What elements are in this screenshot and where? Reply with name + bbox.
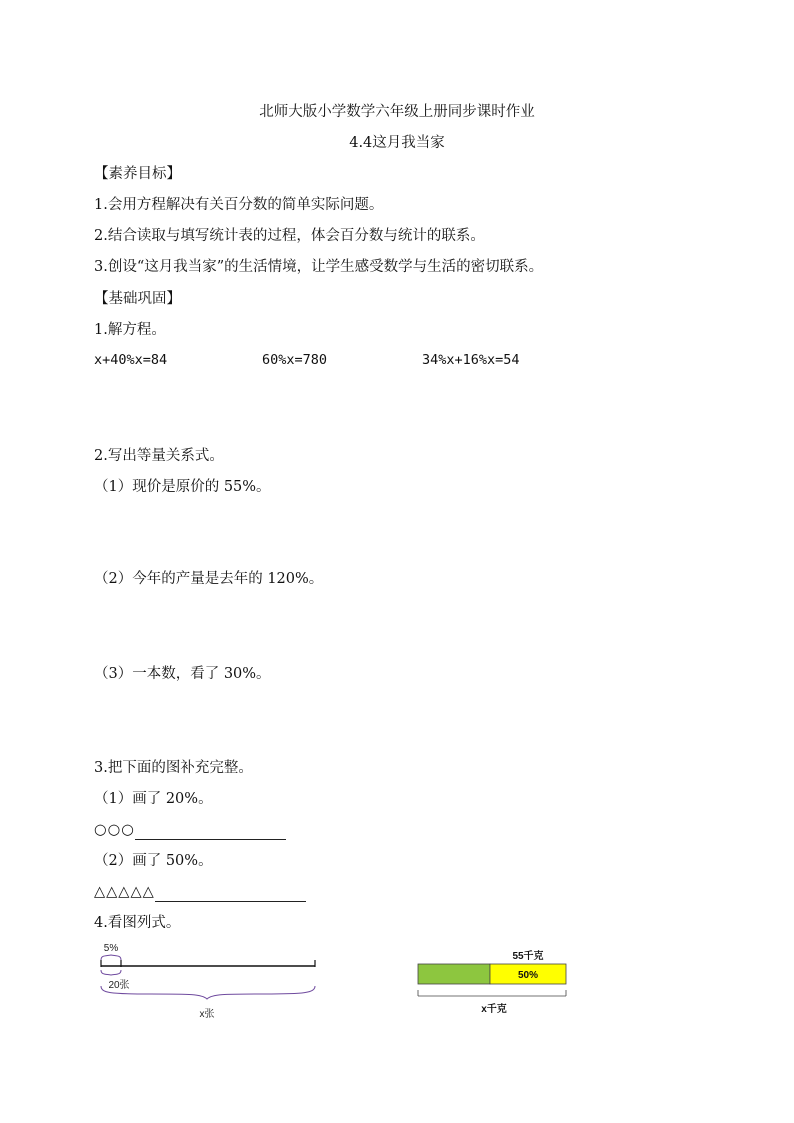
equation-2: 60%x=780 [262,352,328,368]
equation-1: x+40%x=84 [94,352,168,368]
q2-item-3: （3）一本数，看了 30%。 [94,666,271,682]
basics-heading: 【基础巩固】 [94,291,181,307]
q3-part2-label: （2）画了 50%。 [94,853,213,869]
answer-blank [155,887,306,902]
goals-heading: 【素养目标】 [94,166,181,182]
triangle-shapes: △△△△△ [94,884,155,900]
bar-total-label: x千克 [481,1004,507,1015]
small-brace [101,970,121,975]
answer-blank [135,825,286,840]
segment-total-label: x张 [199,1009,215,1020]
circle-shapes: ○○○ [94,822,135,838]
q3-part2-figure [94,882,306,902]
bar-percent-label: 50% [517,970,539,981]
q4-title: 4.看图列式。 [94,915,181,931]
q2-title: 2.写出等量关系式。 [94,448,224,464]
page-subtitle: 4.4这月我当家 [349,135,445,151]
q1-title: 1.解方程。 [94,322,166,338]
page-title: 北师大版小学数学六年级上册同步课时作业 [259,104,535,120]
segment-diagram [90,938,330,1023]
bar-green-segment [418,964,490,984]
segment-known-label: 20张 [108,980,130,991]
equation-3: 34%x+16%x=54 [422,352,520,368]
q2-item-2: （2）今年的产量是去年的 120%。 [94,571,324,587]
bottom-brace [101,986,315,999]
top-brace [101,955,121,960]
q3-part1-figure [94,820,286,840]
goal-item-1: 1.会用方程解决有关百分数的简单实际问题。 [94,197,384,213]
goal-item-2: 2.结合读取与填写统计表的过程，体会百分数与统计的联系。 [94,228,485,244]
q3-part1-label: （1）画了 20%。 [94,791,213,807]
bar-top-label: 55千克 [512,951,544,962]
bar-diagram [410,944,580,1024]
goal-item-3: 3.创设“这月我当家”的生活情境，让学生感受数学与生活的密切联系。 [94,259,544,275]
q3-title: 3.把下面的图补充完整。 [94,760,253,776]
segment-percent-label: 5% [103,943,119,954]
q2-item-1: （1）现价是原价的 55%。 [94,479,271,495]
